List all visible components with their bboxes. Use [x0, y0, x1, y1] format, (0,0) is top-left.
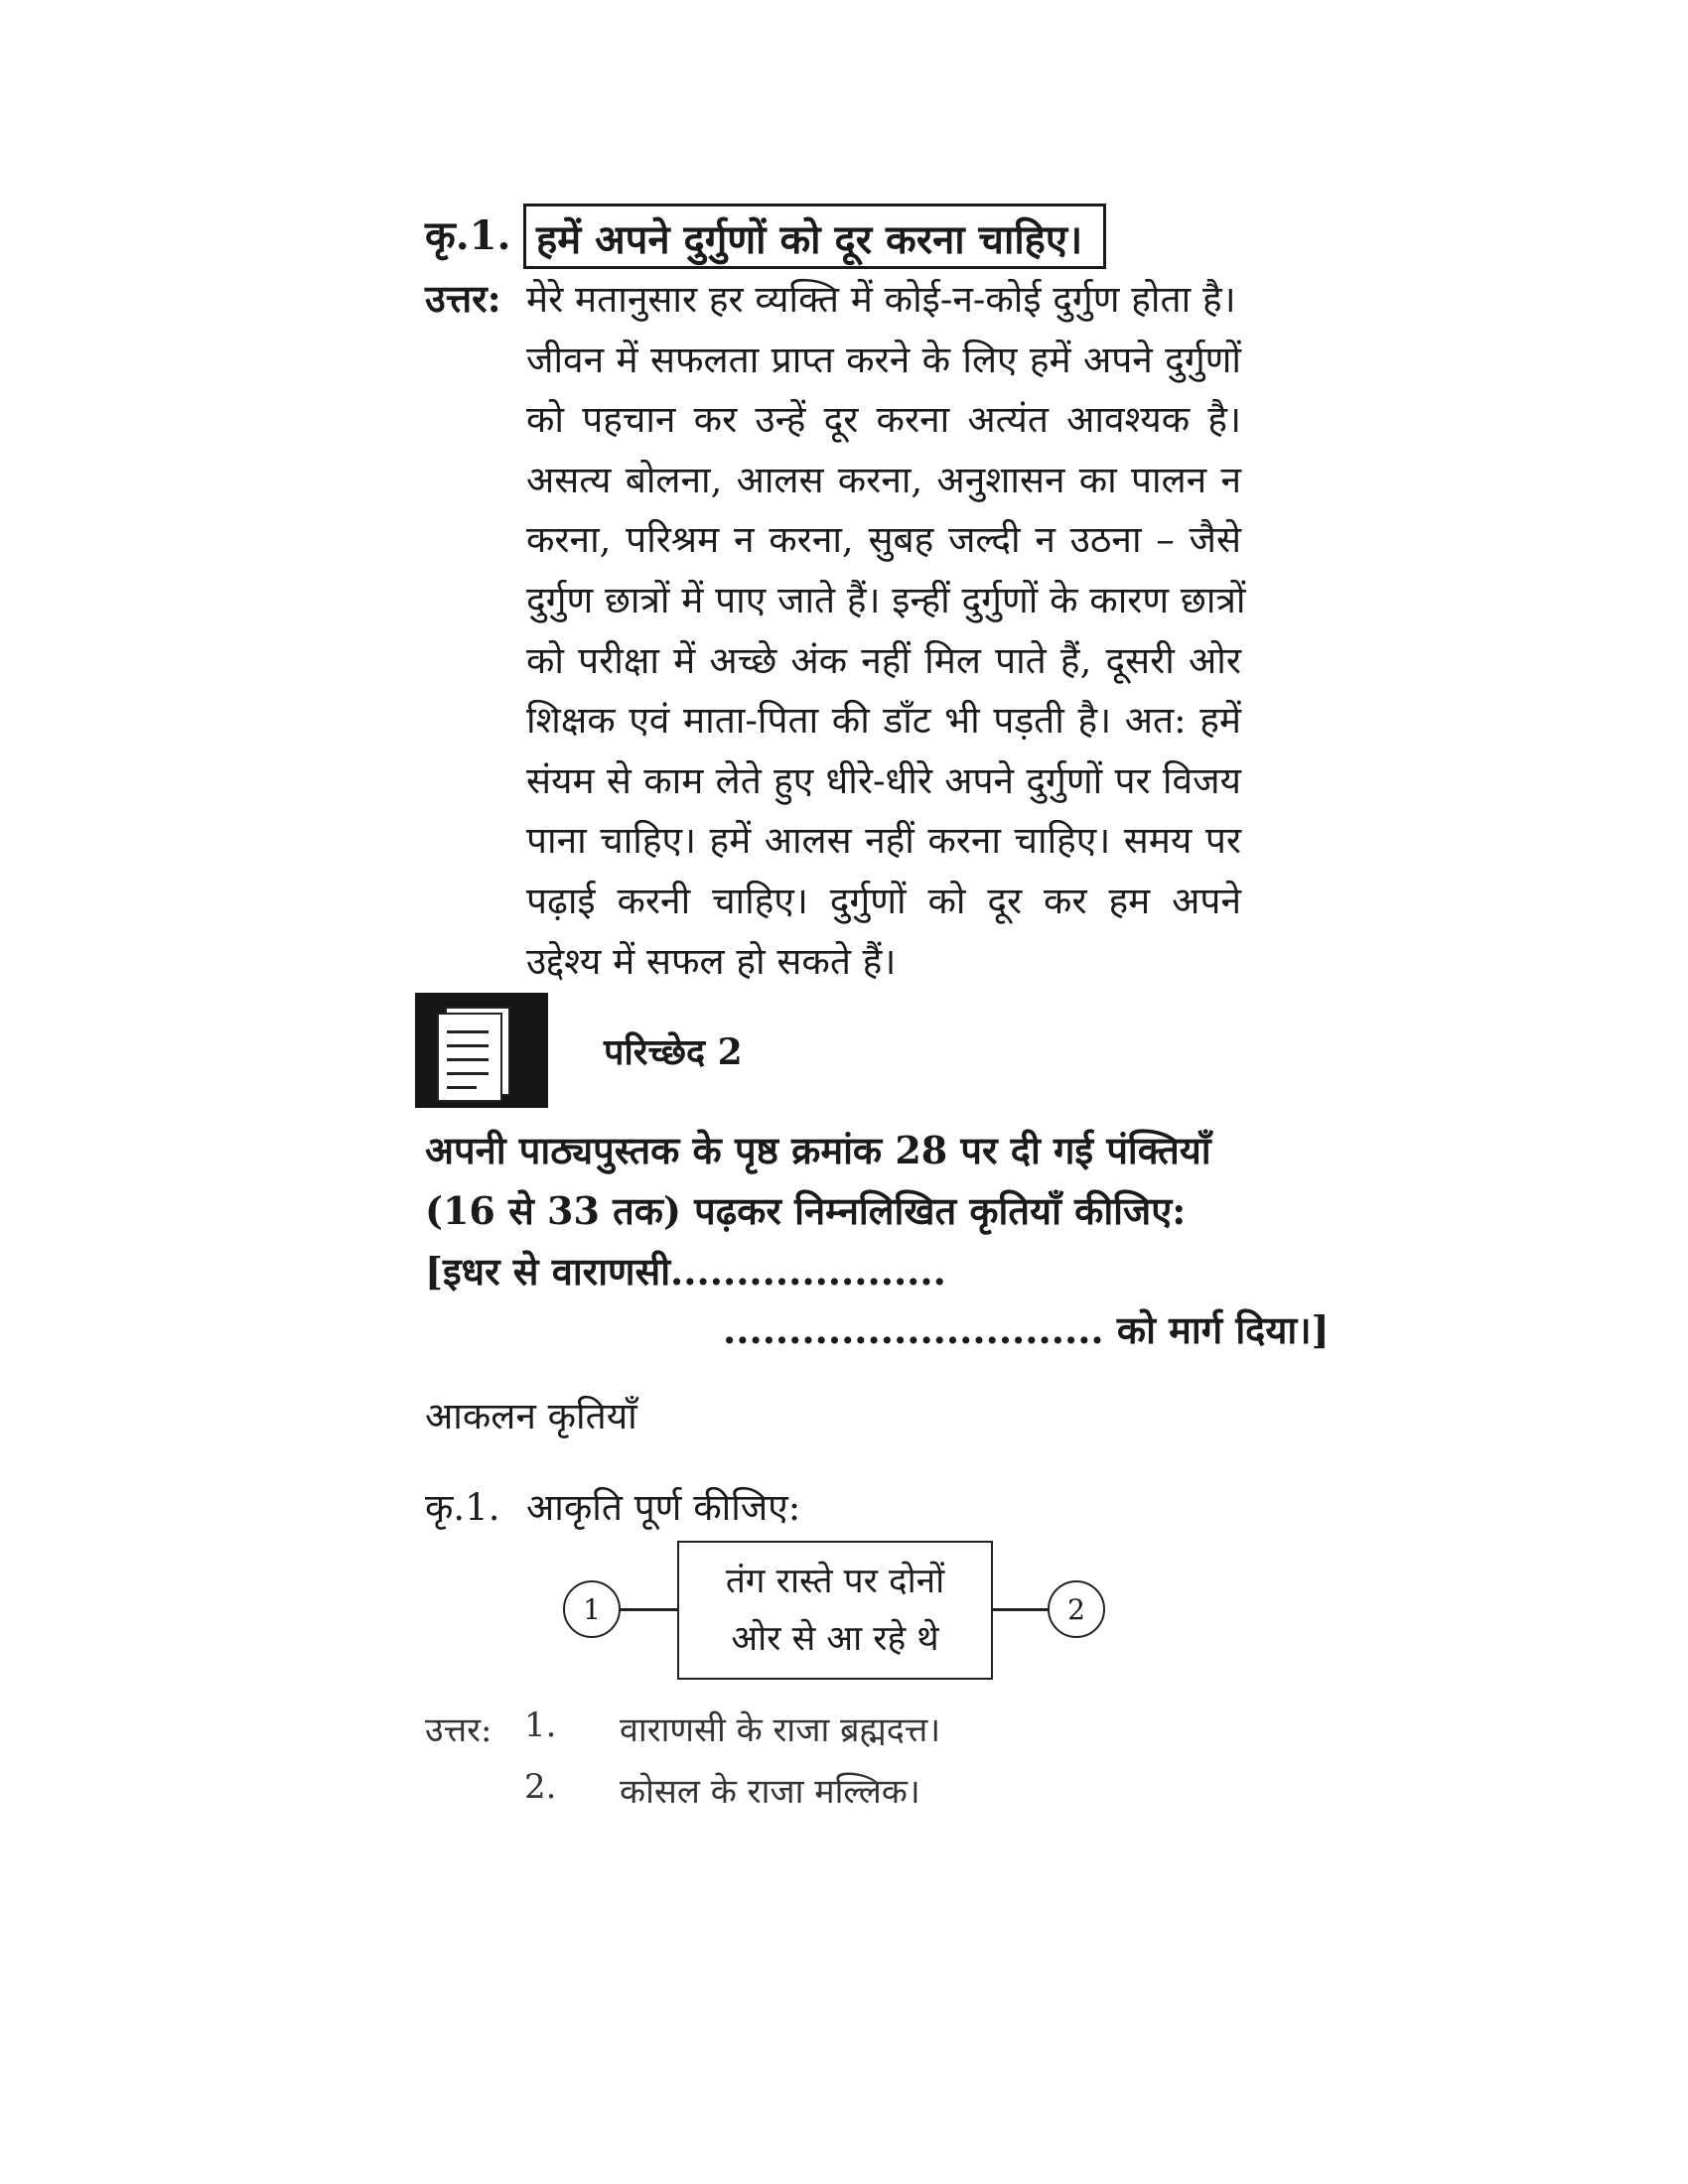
- answer-line: संयम से काम लेते हुए धीरे-धीरे अपने दुर्गुणों पर विजय: [526, 758, 1241, 802]
- diagram-node-left: 1: [563, 1580, 621, 1638]
- activities-heading: आकलन कृतियाँ: [425, 1395, 637, 1437]
- activity-number: कृ.1.: [425, 1486, 500, 1529]
- passage-end: ............................. को मार्ग दिया।]: [723, 1307, 1330, 1352]
- answer-line: शिक्षक एवं माता-पिता की डाँट भी पड़ती है। अत: हमें: [526, 699, 1241, 743]
- answer-line: असत्य बोलना, आलस करना, अनुशासन का पालन न: [526, 458, 1241, 501]
- answer-number: 2.: [524, 1767, 557, 1807]
- answer-line: पाना चाहिए। हमें आलस नहीं करना चाहिए। समय पर: [526, 819, 1241, 863]
- diagram-node-right: 2: [1048, 1580, 1105, 1638]
- section-title: परिच्छेद 2: [604, 1031, 743, 1073]
- diagram-center-line: ओर से आ रहे थे: [731, 1619, 939, 1659]
- answer-text: कोसल के राजा मल्लिक।: [620, 1772, 920, 1812]
- diagram-center-line: तंग रास्ते पर दोनों: [725, 1562, 945, 1601]
- answer-line: जीवन में सफलता प्राप्त करने के लिए हमें अपने दुर्गुणों: [526, 338, 1241, 381]
- diagram-connector-left: [620, 1608, 677, 1611]
- answer-text: वाराणसी के राजा ब्रह्मदत्त।: [620, 1710, 941, 1750]
- document-icon: [415, 993, 548, 1108]
- answer-line: को पहचान कर उन्हें दूर करना अत्यंत आवश्यक है।: [526, 398, 1241, 442]
- activity-question: आकृति पूर्ण कीजिए:: [526, 1486, 801, 1529]
- instruction-line: (16 से 33 तक) पढ़कर निम्नलिखित कृतियाँ कीजिए:: [425, 1188, 1187, 1233]
- answer-paragraph: [526, 270, 1246, 992]
- answer-line: को परीक्षा में अच्छे अंक नहीं मिल पाते हैं, दूसरी ओर: [526, 638, 1241, 682]
- answer-line: दुर्गुण छात्रों में पाए जाते हैं। इन्हीं दुर्गुणों के कारण छात्रों: [526, 578, 1246, 621]
- question-title-box: हमें अपने दुर्गुणों को दूर करना चाहिए।: [523, 204, 1106, 269]
- instruction-line: अपनी पाठ्यपुस्तक के पृष्ठ क्रमांक 28 पर दी गई पंक्तियाँ: [425, 1128, 1211, 1172]
- passage-start: [इधर से वाराणसी.....................: [425, 1249, 946, 1294]
- answer-line: पढ़ाई करनी चाहिए। दुर्गुणों को दूर कर हम अपने: [526, 879, 1241, 922]
- question-number: कृ.1.: [425, 212, 511, 259]
- answer-number: 1.: [524, 1706, 557, 1745]
- answer-line: करना, परिश्रम न करना, सुबह जल्दी न उठना – जैसे: [526, 518, 1241, 562]
- diagram-connector-right: [993, 1608, 1049, 1611]
- answer-line: उद्देश्य में सफल हो सकते हैं।: [526, 939, 897, 983]
- activity-answer-label: उत्तर:: [425, 1710, 492, 1750]
- answer-label: उत्तर:: [425, 276, 501, 321]
- answer-line: मेरे मतानुसार हर व्यक्ति में कोई-न-कोई दुर्गुण होता है।: [526, 278, 1236, 321]
- diagram-center-box: [677, 1541, 993, 1680]
